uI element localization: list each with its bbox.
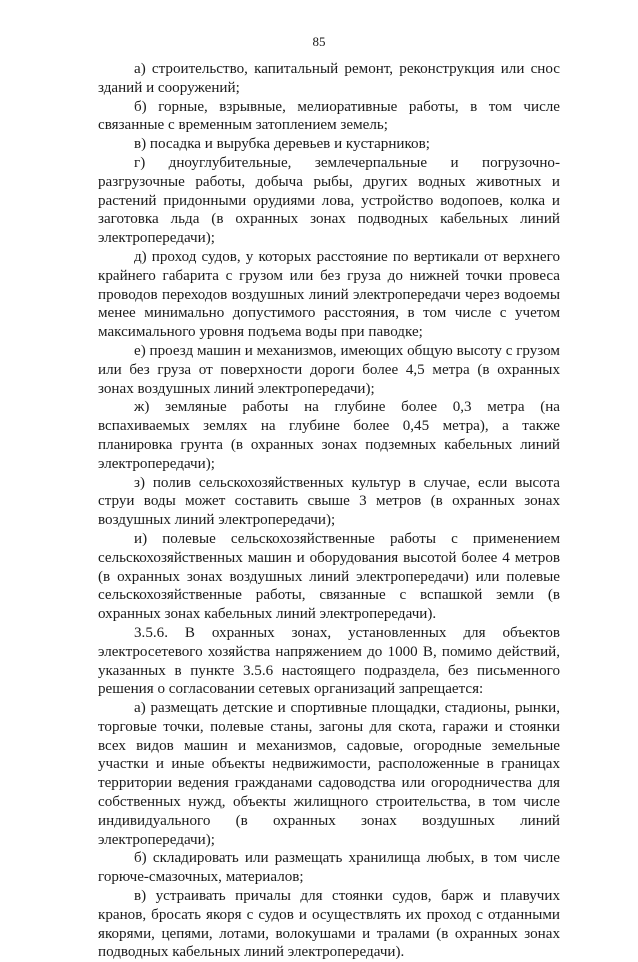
paragraph-item-i: и) полевые сельскохозяйственные работы с применением сельскохозяйственных машин и оборудования высотой более 4 метров (в охранных зонах воздушных линий электропередачи) или полевые сельскохозяйственные работы, связанные с вспашкой земли (в охранных зонах кабельных линий электропередачи). — [98, 530, 560, 623]
document-body — [98, 60, 560, 962]
paragraph-item-d: д) проход судов, у которых расстояние по вертикали от верхнего крайнего габарита с грузом или без груза до нижней точки провеса проводов переходов воздушных линий электропередачи через водоемы менее минимально допустимого расстояния, в том числе с учетом максимального уровня подъема воды при паводке; — [98, 248, 560, 341]
paragraph-item-b: б) горные, взрывные, мелиоративные работы, в том числе связанные с временным затоплением земель; — [98, 98, 560, 134]
paragraph-item-z: з) полив сельскохозяйственных культур в случае, если высота струи воды может составить свыше 3 метров (в охранных зонах воздушных линий электропередачи); — [98, 474, 560, 529]
paragraph-item-zh: ж) земляные работы на глубине более 0,3 метра (на вспахиваемых землях на глубине более 0,45 метра), а также планировка грунта (в охранных зонах подземных кабельных линий электропередачи); — [98, 399, 560, 472]
paragraph-item-e: е) проезд машин и механизмов, имеющих общую высоту с грузом или без груза от поверхности дороги более 4,5 метра (в охранных зонах воздушных линий электропередачи); — [98, 342, 560, 397]
paragraph-item-a-2: а) размещать детские и спортивные площадки, стадионы, рынки, торговые точки, полевые станы, загоны для скота, гаражи и стоянки всех видов машин и механизмов, садовые, огородные земельные участки и иные объекты недвижимости, расположенные в границах территории ведения гражданами садоводства или огородничества для собственных нужд, объекты жилищного строительства, в том числе индивидуального (в охранных зонах воздушных линий электропередачи); — [98, 700, 560, 848]
paragraph-item-b-2: б) складировать или размещать хранилища любых, в том числе горюче-смазочных, материалов; — [98, 850, 560, 886]
paragraph-item-v-2: в) устраивать причалы для стоянки судов, барж и плавучих кранов, бросать якоря с судов и осуществлять их проход с отданными якорями, цепями, лотами, волокушами и тралами (в охранных зонах подводных кабельных линий электропередачи). — [98, 888, 560, 961]
paragraph-section-3-5-6: 3.5.6. В охранных зонах, установленных для объектов электросетевого хозяйства напряжением до 1000 В, помимо действий, указанных в пункте 3.5.6 настоящего подраздела, без письменного решения о согласовании сетевых организаций запрещается: — [98, 624, 560, 698]
paragraph-item-v: в) посадка и вырубка деревьев и кустарников; — [134, 136, 430, 153]
paragraph-item-g: г) дноуглубительные, землечерпальные и погрузочно-разгрузочные работы, добыча рыбы, других водных животных и растений придонными орудиями лова, устройство водопоев, колка и заготовка льда (в охранных зонах подводных кабельных линий электропередачи); — [98, 154, 560, 247]
page-number: 85 — [312, 34, 326, 49]
paragraph-item-a: а) строительство, капитальный ремонт, реконструкция или снос зданий и сооружений; — [98, 61, 560, 96]
